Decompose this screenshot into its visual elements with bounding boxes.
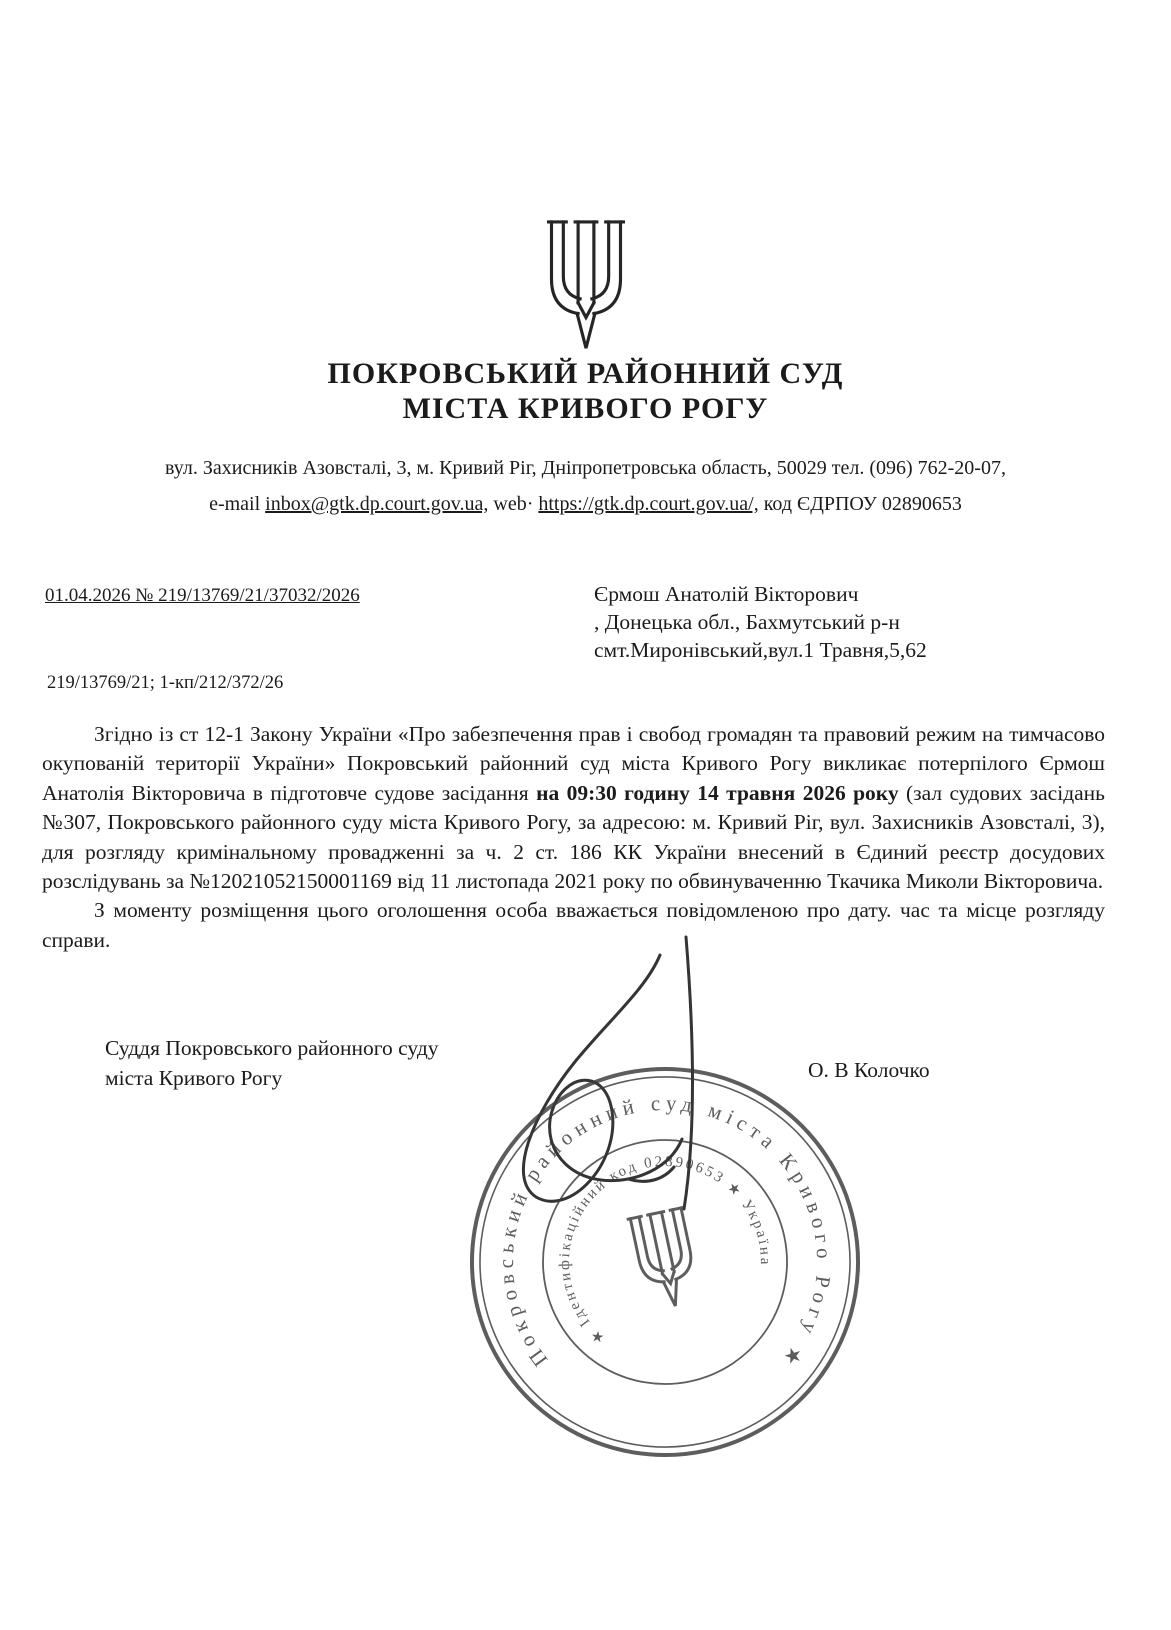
judge-title-line2: міста Кривого Рогу: [105, 1066, 283, 1090]
seal-trident-icon: [628, 1207, 703, 1311]
body-text: [42, 720, 1105, 955]
email-address: inbox@gtk.dp.court.gov.ua,: [265, 493, 489, 515]
outgoing-date-number: 01.04.2026 № 219/13769/21/37032/2026: [45, 585, 360, 606]
addressee-block: [594, 580, 927, 664]
edrpou-code: код ЄДРПОУ 02890653: [763, 493, 962, 515]
ukraine-trident-emblem-icon: [530, 216, 642, 354]
addressee-region: , Донецька обл., Бахмутський р-н: [594, 610, 900, 634]
judge-signature-scrawl: [478, 925, 778, 1245]
email-label: e-mail: [209, 493, 261, 515]
court-name-line1: ПОКРОВСЬКИЙ РАЙОННИЙ СУД: [327, 357, 844, 390]
case-number: 219/13769/21; 1-кп/212/372/26: [47, 673, 284, 693]
svg-text:Покровський районний суд міста: [465, 1062, 865, 1462]
addressee-street: смт.Миронівський,вул.1 Травня,5,62: [594, 638, 927, 662]
web-url: https://gtk.dp.court.gov.ua/,: [538, 493, 759, 515]
court-seal: [465, 1062, 865, 1462]
judge-title-block: [105, 1033, 439, 1093]
judge-name: О. В Колочко: [808, 1058, 930, 1082]
court-title: [0, 356, 1171, 426]
judge-title-line1: Суддя Покровського районного суду: [105, 1036, 439, 1060]
svg-text:★ Ідентифікаційний код 0289065: [513, 1110, 801, 1401]
court-contacts-line: [0, 486, 1171, 522]
summons-text-end: (зал судових засідань №307, Покровського районного суду міста Кривого Рогу, за адресою: м. Кривий Ріг, вул. Захисників Азовсталі, 3), для розгляду кримінальному провадженні за ч. 2 ст. 186 КК України внесений в Єдиний реєстр досудових розслідувань за №12021052150001169 від 11 листопада 2021 року по обвинуваченню Ткачика Миколи Вікторовича.: [42, 780, 1105, 894]
seal-outer-text: Покровський районний суд міста Кривого Рогу ★: [493, 1090, 837, 1376]
addressee-name: Єрмош Анатолій Вікторович: [594, 582, 859, 606]
hearing-datetime: на 09:30 годину 14 травня 2026 року: [536, 780, 899, 805]
web-label: web·: [493, 493, 534, 515]
court-name-line2: МІСТА КРИВОГО РОГУ: [402, 392, 769, 425]
seal-inner-text: ★ Ідентифікаційний код 02890653 ★ Україна: [556, 1153, 774, 1347]
body-paragraph-1: [42, 720, 1105, 896]
summons-text-start: Згідно із ст 12-1 Закону України «Про забезпечення прав і свобод громадян та правовий режим на тимчасово окупованій території України» Покровський районний суд міста Кривого Рогу викликає потерпілого Єрмош Анатолія Вікторовича в підготовче судове засідання: [42, 722, 1105, 805]
body-paragraph-2: З моменту розміщення цього оголошення особа вважається повідомленою про дату. час та місце розгляду справи.: [42, 898, 1105, 952]
court-address-line: вул. Захисників Азовсталі, 3, м. Кривий Ріг, Дніпропетровська область, 50029 тел. (096) 762-20-07,: [165, 457, 1006, 479]
court-contacts: [0, 450, 1171, 522]
